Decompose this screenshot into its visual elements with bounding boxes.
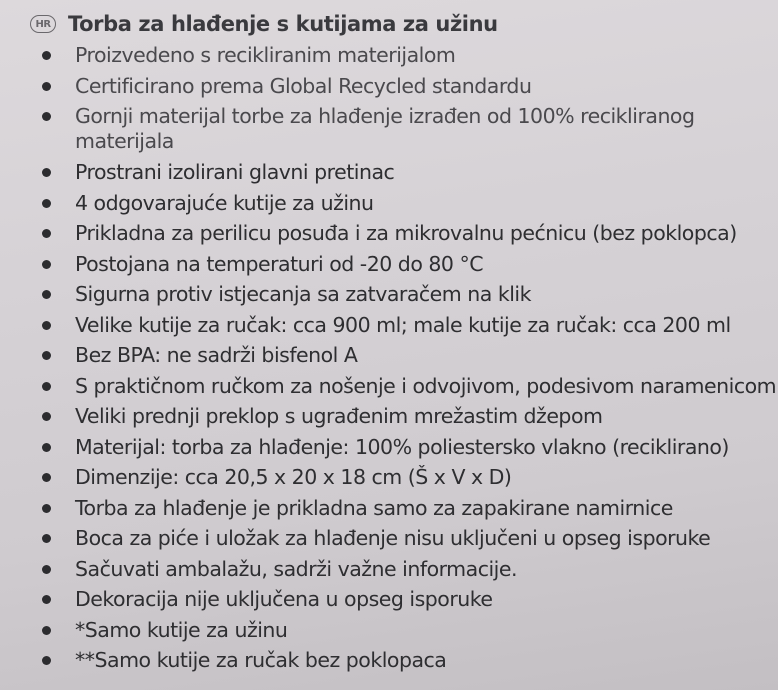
list-item-text: Torba za hlađenje je prikladna samo za zapakirane namirnice [75, 495, 673, 520]
list-item [30, 462, 768, 493]
list-item-text: Prostrani izolirani glavni pretinac [75, 160, 395, 184]
bullet-icon [42, 229, 51, 238]
bullet-icon [42, 565, 51, 574]
bullet-icon [42, 534, 51, 543]
list-item [30, 218, 768, 249]
bullet-icon [42, 260, 51, 269]
list-item-text: **Samo kutije za ručak bez poklopaca [75, 648, 447, 672]
list-item-text: Dimenzije: cca 20,5 x 20 x 18 cm (Š x V x D) [75, 465, 512, 489]
list-item [30, 645, 768, 676]
list-item-text: Sačuvati ambalažu, sadrži važne informacije. [75, 556, 518, 581]
list-item-text: Bez BPA: ne sadrži bisfenol A [75, 343, 358, 367]
bullet-icon [42, 504, 51, 513]
bullet-icon [42, 443, 51, 452]
list-item-text: 4 odgovarajuće kutije za užinu [75, 190, 374, 215]
list-item-text: Materijal: torba za hlađenje: 100% poliestersko vlakno (reciklirano) [75, 434, 729, 459]
list-item [30, 340, 768, 371]
language-badge: HR [30, 15, 56, 33]
list-item [30, 584, 768, 615]
list-item-text: *Samo kutije za užinu [75, 617, 288, 642]
list-item-text: Sigurna protiv istjecanja sa zatvaračem na klik [75, 282, 531, 306]
bullet-icon [42, 82, 51, 91]
list-item-text: Velike kutije za ručak: cca 900 ml; male kutije za ručak: cca 200 ml [75, 312, 731, 337]
bullet-icon [42, 382, 51, 391]
feature-list [30, 40, 777, 676]
list-item [30, 188, 768, 219]
list-item-text: Gornji materijal torbe za hlađenje izrađen od 100% recikliranog materijala [75, 104, 695, 153]
bullet-icon [42, 656, 51, 665]
section-title: Torba za hlađenje s kutijama za užinu [68, 12, 498, 36]
list-item-text: Veliki prednji preklop s ugrađenim mrežastim džepom [75, 404, 603, 428]
section-header [30, 8, 768, 40]
bullet-icon [42, 626, 51, 635]
list-item-text: Boca za piće i uložak za hlađenje nisu uključeni u opseg isporuke [75, 526, 711, 550]
list-item-text: Prikladna za perilicu posuđa i za mikrovalnu pećnicu (bez poklopca) [75, 221, 737, 245]
list-item [30, 432, 768, 463]
list-item [30, 371, 777, 402]
bullet-icon [42, 112, 51, 121]
list-item [30, 554, 768, 585]
list-item-text: Dekoracija nije uključena u opseg isporuke [75, 587, 493, 611]
list-item-text: Postojana na temperaturi od -20 do 80 °C [75, 251, 484, 276]
list-item-text: Proizvedeno s recikliranim materijalom [75, 43, 456, 67]
bullet-icon [42, 321, 51, 330]
bullet-icon [42, 473, 51, 482]
list-item [30, 523, 768, 554]
list-item [30, 493, 768, 524]
list-item [30, 310, 768, 341]
bullet-icon [42, 168, 51, 177]
list-item [30, 249, 768, 280]
bullet-icon [42, 199, 51, 208]
bullet-icon [42, 412, 51, 421]
list-item [30, 40, 768, 71]
list-item [30, 101, 768, 154]
bullet-icon [42, 51, 51, 60]
list-item-text: Certificirano prema Global Recycled standardu [75, 73, 532, 98]
list-item [30, 279, 768, 310]
list-item [30, 401, 768, 432]
bullet-icon [42, 290, 51, 299]
list-item [30, 615, 768, 646]
bullet-icon [42, 351, 51, 360]
list-item [30, 157, 768, 188]
list-item-text: S praktičnom ručkom za nošenje i odvojivom, podesivom naramenicom [75, 373, 777, 398]
list-item [30, 71, 768, 102]
bullet-icon [42, 595, 51, 604]
